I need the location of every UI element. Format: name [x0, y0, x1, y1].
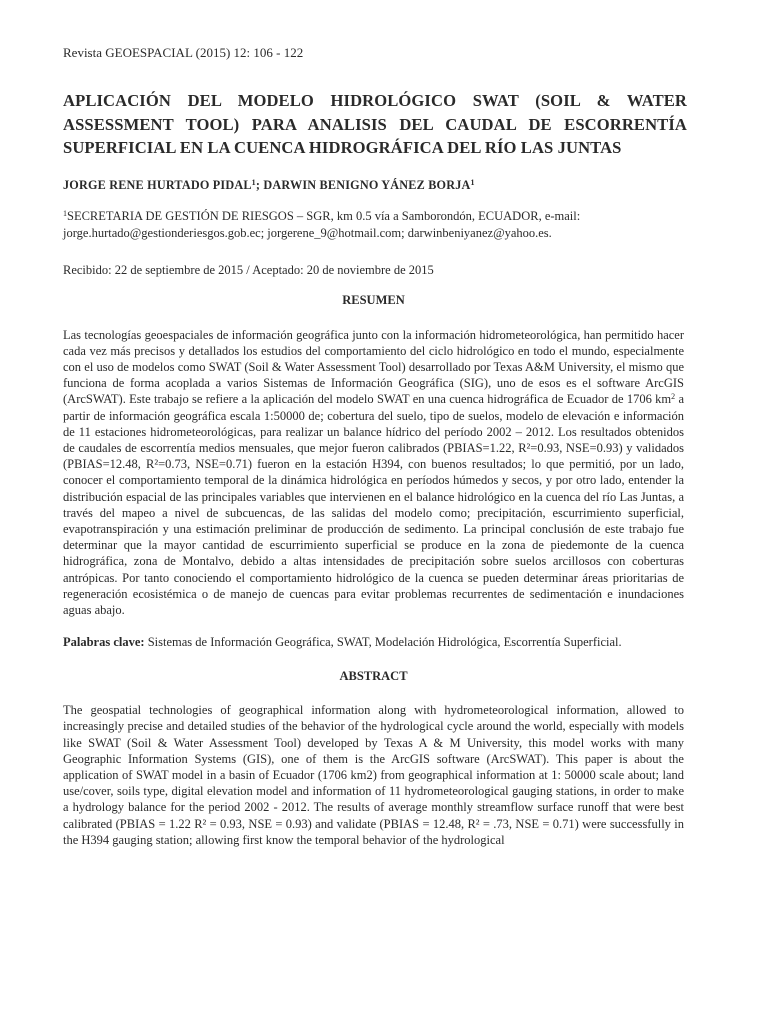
journal-citation: Revista GEOESPACIAL (2015) 12: 106 - 122 [63, 45, 304, 60]
affiliation-emails: jorge.hurtado@gestionderiesgos.gob.ec; jorgerene_9@hotmail.com; darwinbeniyanez@yahoo.es. [63, 226, 552, 240]
author-name: JORGE RENE HURTADO PIDAL [63, 177, 252, 192]
paper-title: APLICACIÓN DEL MODELO HIDROLÓGICO SWAT (SOIL & WATER ASSESSMENT TOOL) PARA ANALISIS DEL CAUDAL DE ESCORRENTÍA SUPERFICIAL EN LA CUENCA HIDROGRÁFICA DEL RÍO LAS JUNTAS [63, 91, 687, 157]
resumen-text-part: Las tecnologías geoespaciales de información geográfica junto con la información hidrometeorológica, han permitido hacer cada vez más precisos y detallados los estudios del comportamiento del ciclo hidrológico en todo el mundo, especialmente con el uso de modelos como SWAT (Soil & Water Assessment Tool) desarrollado por Texas A&M University, el mismo que funciona de forma acoplada a varios Sistemas de Información Geográfica (SIG), uno de esos es el software ArcGIS (ArcSWAT). Este trabajo se refiere a la aplicación del modelo SWAT en una cuenca hidrográfica de Ecuador de 1706 km [63, 327, 684, 407]
author-separator: ; [255, 177, 264, 192]
keywords [63, 633, 684, 651]
author-name: DARWIN BENIGNO YÁNEZ BORJA [263, 177, 471, 192]
affiliation-mark: 1 [470, 177, 475, 187]
keywords-label: Palabras clave: [63, 635, 145, 650]
abstract-heading: ABSTRACT [339, 669, 408, 684]
affiliation-mark: 1 [251, 177, 256, 187]
abstract-text: The geospatial technologies of geographical information along with hydrometeorological information, allowed to increasingly precise and detailed studies of the behavior of the hydrological cycle around the world, especially with models like SWAT (Soil & Water Assessment Tool) developed by Texas A & M University, this model works with many Geographic Information Systems (GIS), one of them is the ArcGIS software (ArcSWAT). This paper is about the application of SWAT model in a basin of Ecuador (1706 km2) from geographical information at 1: 50000 scale about; land use/cover, soils type, digital elevation model and information of 11 hydrometeorological gauging stations, in order to make a hydrology balance for the period 2002 - 2012. The results of average monthly streamflow surface runoff that were best calibrated (PBIAS = 1.22 R² = 0.93, NSE = 0.93) and validate (PBIAS = 12.48, R² = .73, NSE = 0.71) were successfully in the H394 gauging station; allowing first know the temporal behavior of the hydrological [63, 703, 684, 847]
unit-exponent: 2 [671, 392, 676, 402]
author-line [63, 176, 684, 194]
affiliation-institution: SECRETARIA DE GESTIÓN DE RIESGOS – SGR, km 0.5 vía a Samborondón, ECUADOR, e-mail: [67, 208, 581, 223]
resumen-text [63, 327, 684, 619]
affiliation [63, 208, 684, 243]
resumen-heading: RESUMEN [342, 292, 405, 307]
resumen-text-part: a partir de información geográfica escala 1:50000 de; cobertura del suelo, tipo de suelos, modelo de elevación e información de 11 estaciones hidrometeorológicas, para realizar un balance hídrico del período 2002 – 2012. Los resultados obtenidos de caudales de escorrentía medios mensuales, que mejor fueron calibrados (PBIAS=1.22, R²=0.93, NSE=0.93) y validados (PBIAS=12.48, R²=0.73, NSE=0.71) fueron en la estación H394, con buenos resultados; lo que permitió, por un lado, conocer el comportamiento temporal de la dinámica hidrológica en períodos húmedos y secos, y por otro lado, entender la distribución espacial de las principales variables que intervienen en el balance hidrológico en la cuenca del río Las Juntas, a través del mapeo a nivel de subcuencas, de las salidas del modelo como; precipitación, escurrimiento superficial, evapotranspiración y una estimación preliminar de producción de sedimento. La principal conclusión de este trabajo fue determinar que la mayor cantidad de escurrimiento superficial se produce en la zona de piedemonte de la cuenca hidrográfica, zona de Montalvo, debido a altas intensidades de precipitación sobre suelos arcillosos con coberturas antrópicas. Por tanto conociendo el comportamiento hidrológico de la cuenca se pueden determinar áreas prioritarias de regeneración ecosistémica o de manejo de cuencas para evitar problemas recurrentes de sedimentación e inundaciones aguas abajo. [63, 392, 684, 617]
keywords-text: Sistemas de Información Geográfica, SWAT, Modelación Hidrológica, Escorrentía Superficial. [144, 635, 622, 650]
affiliation-line [63, 208, 684, 226]
received-accepted-dates: Recibido: 22 de septiembre de 2015 / Aceptado: 20 de noviembre de 2015 [63, 262, 434, 277]
affiliation-mark: 1 [63, 208, 67, 218]
